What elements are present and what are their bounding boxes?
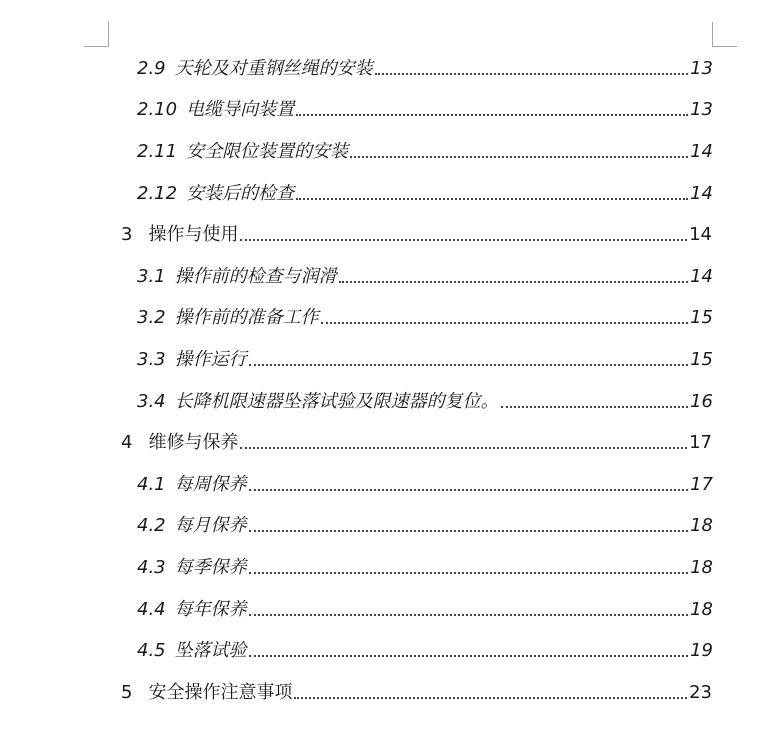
toc-entry-number: 3.2 [137,307,166,328]
toc-entry-number: 5 [121,682,133,703]
toc-entry[interactable] [137,636,713,662]
toc-entry[interactable] [137,470,713,496]
toc-entry-number: 2.12 [137,183,178,204]
toc-entry-number: 3.4 [137,391,166,412]
toc-entry-number: 3.1 [137,266,166,287]
toc-entry-page: 14 [690,266,713,287]
toc-dot-leader [375,73,688,75]
toc-entry-title: 电缆导向装置 [186,99,295,120]
toc-entry-page: 18 [690,557,713,578]
toc-entry-title: 操作前的准备工作 [174,307,319,328]
toc-entry-page: 16 [690,391,713,412]
toc-entry-number: 4 [121,432,133,453]
toc-entry-number: 4.4 [137,599,166,620]
toc-entry-title: 每季保养 [174,557,247,578]
toc-entry[interactable] [137,553,713,579]
toc-entry-number: 2.9 [137,58,166,79]
toc-entry[interactable] [137,511,713,537]
toc-entry-number: 2.10 [137,99,178,120]
toc-entry-page: 13 [690,58,713,79]
toc-entry-title: 长降机限速器坠落试验及限速器的复位。 [174,391,499,412]
toc-dot-leader [240,239,687,241]
toc-entry-number: 4.5 [137,640,166,661]
toc-entry-title: 安全操作注意事项 [148,682,293,703]
toc-entry-number: 3 [121,224,133,245]
toc-dot-leader [339,281,688,283]
toc-entry-title: 天轮及对重钢丝绳的安装 [174,58,373,79]
toc-entry-number: 4.1 [137,474,166,495]
toc-entry-page: 23 [689,682,712,703]
toc-dot-leader [296,114,688,116]
toc-entry-page: 14 [690,183,713,204]
toc-entry-page: 14 [689,224,712,245]
toc-entry-number: 4.2 [137,515,166,536]
toc-entry-number: 3.3 [137,349,166,370]
toc-dot-leader [249,530,688,532]
toc-entry-page: 17 [690,474,713,495]
toc-entry[interactable] [137,179,713,205]
toc-entry-title: 安全限位装置的安装 [186,141,349,162]
toc-entry-title: 安装后的检查 [186,183,295,204]
toc-entry-page: 18 [690,515,713,536]
toc-entry-number: 2.11 [137,141,178,162]
toc-entry-page: 14 [690,141,713,162]
toc-entry[interactable] [121,428,712,454]
toc-dot-leader [249,614,688,616]
toc-entry-page: 18 [690,599,713,620]
toc-entry[interactable] [137,345,713,371]
toc-entry-title: 坠落试验 [174,640,247,661]
toc-dot-leader [294,697,687,699]
toc-entry[interactable] [121,220,712,246]
toc-entry[interactable] [137,387,713,413]
toc-entry-page: 13 [690,99,713,120]
toc-entry-page: 15 [690,307,713,328]
toc-dot-leader [249,655,688,657]
toc-entry[interactable] [137,54,713,80]
toc-entry-page: 17 [689,432,712,453]
toc-dot-leader [240,447,687,449]
toc-dot-leader [501,406,688,408]
toc-entry[interactable] [137,95,713,121]
toc-entry-page: 19 [690,640,713,661]
toc-dot-leader [321,322,688,324]
toc-entry-title: 操作前的检查与润滑 [174,266,337,287]
toc-entry-title: 每月保养 [174,515,247,536]
toc-entry[interactable] [137,262,713,288]
toc-dot-leader [249,364,688,366]
toc-entry-title: 维修与保养 [148,432,239,453]
toc-dot-leader [296,198,688,200]
toc-entry-number: 4.3 [137,557,166,578]
toc-entry[interactable] [137,303,713,329]
toc-entry[interactable] [121,678,712,704]
toc-entry-title: 每年保养 [174,599,247,620]
toc-entry-title: 操作与使用 [148,224,239,245]
toc-entry[interactable] [137,137,713,163]
toc-entry-title: 每周保养 [174,474,247,495]
toc-dot-leader [350,156,688,158]
toc-dot-leader [249,489,688,491]
toc-entry-page: 15 [690,349,713,370]
toc-entry-title: 操作运行 [174,349,247,370]
toc-dot-leader [249,572,688,574]
toc-entry[interactable] [137,595,713,621]
